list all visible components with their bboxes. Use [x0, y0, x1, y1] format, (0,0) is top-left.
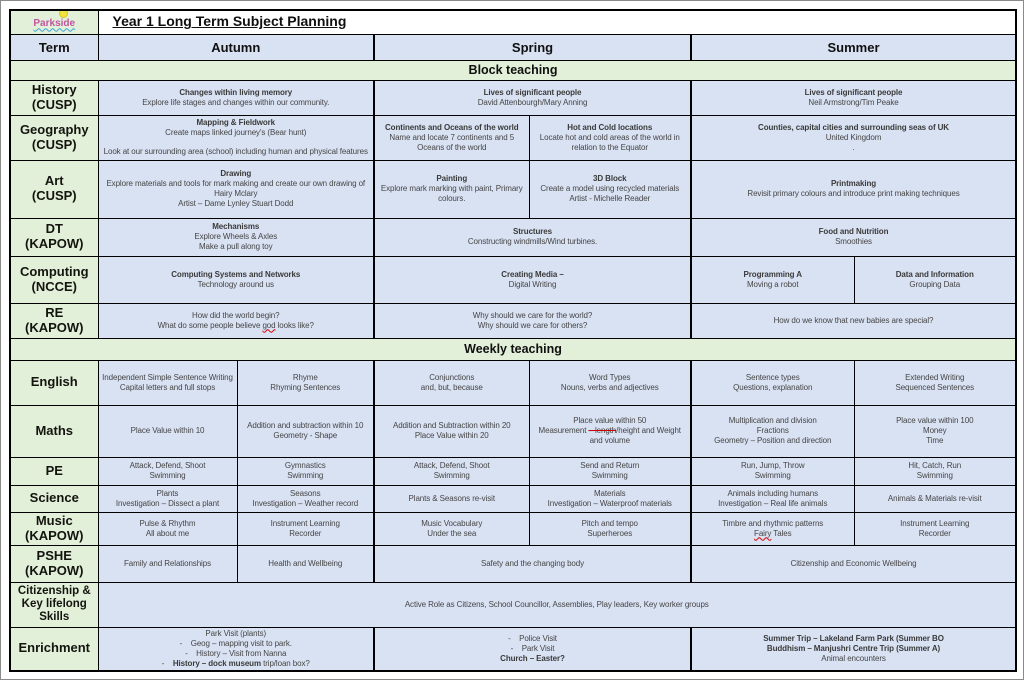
- cell-music-3: Music Vocabulary Under the sea: [374, 512, 529, 545]
- cell-english-6: Extended Writing Sequenced Sentences: [854, 360, 1016, 405]
- weekly-teaching-header-row: [10, 338, 1016, 360]
- cell-science-4: Materials Investigation – Waterproof materials: [529, 485, 691, 512]
- cell-science-1: Plants Investigation – Dissect a plant: [98, 485, 237, 512]
- planning-table: [9, 9, 1017, 672]
- cell-computing-summer-1: Programming A Moving a robot: [691, 256, 854, 303]
- row-label-english: English: [10, 360, 98, 405]
- cell-pe-2: Gymnastics Swimming: [237, 457, 374, 485]
- cell-maths-6: Place value within 100 Money Time: [854, 405, 1016, 457]
- cell-english-5: Sentence types Questions, explanation: [691, 360, 854, 405]
- cell-pe-3: Attack, Defend, Shoot Swimming: [374, 457, 529, 485]
- cell-science-6: Animals & Materials re-visit: [854, 485, 1016, 512]
- cell-geography-spring-2: Hot and Cold locations Locate hot and cold areas of the world in relation to the Equator: [529, 115, 691, 160]
- title-row: [10, 10, 1016, 34]
- cell-dt-spring: Structures Constructing windmills/Wind turbines.: [374, 218, 691, 256]
- term-label: Term: [10, 34, 98, 60]
- cell-citizenship-all-terms: Active Role as Citizens, School Councillor, Assemblies, Play leaders, Key worker groups: [98, 582, 1016, 627]
- cell-computing-spring: Creating Media – Digital Writing: [374, 256, 691, 303]
- row-maths: [10, 405, 1016, 457]
- cell-science-5: Animals including humans Investigation – Real life animals: [691, 485, 854, 512]
- cell-english-1: Independent Simple Sentence Writing Capital letters and full stops: [98, 360, 237, 405]
- row-label-music: Music (KAPOW): [10, 512, 98, 545]
- title-cell: [98, 10, 1016, 34]
- cell-history-spring: Lives of significant people David Attenbourgh/Mary Anning: [374, 80, 691, 115]
- cell-english-2: Rhyme Rhyming Sentences: [237, 360, 374, 405]
- row-label-enrichment: Enrichment: [10, 627, 98, 671]
- cell-enrichment-summer: Summer Trip – Lakeland Farm Park (Summer BO Buddhism – Manjushri Centre Trip (Summer A) Animal encounters: [691, 627, 1016, 671]
- cell-computing-autumn: Computing Systems and Networks Technology around us: [98, 256, 374, 303]
- cell-art-spring-1: Painting Explore mark marking with paint, Primary colours.: [374, 160, 529, 218]
- row-label-geography: Geography (CUSP): [10, 115, 98, 160]
- cell-pe-1: Attack, Defend, Shoot Swimming: [98, 457, 237, 485]
- page-title: Year 1 Long Term Subject Planning: [112, 13, 347, 30]
- row-pe: [10, 457, 1016, 485]
- term-summer: Summer: [691, 34, 1016, 60]
- cell-music-4: Pitch and tempo Superheroes: [529, 512, 691, 545]
- parkside-logo: Parkside: [33, 18, 76, 30]
- cell-enrichment-spring: - Police Visit - Park Visit Church – Easter?: [374, 627, 691, 671]
- cell-pshe-2: Health and Wellbeing: [237, 545, 374, 582]
- cell-geography-autumn: Mapping & Fieldwork Create maps linked journey's (Bear hunt) Look at our surrounding area (school) including human and physical features: [98, 115, 374, 160]
- cell-maths-1: Place Value within 10: [98, 405, 237, 457]
- row-label-science: Science: [10, 485, 98, 512]
- cell-geography-summer: Counties, capital cities and surrounding seas of UK United Kingdom .: [691, 115, 1016, 160]
- cell-music-1: Pulse & Rhythm All about me: [98, 512, 237, 545]
- row-dt: [10, 218, 1016, 256]
- row-computing: [10, 256, 1016, 303]
- cell-music-5: Timbre and rhythmic patterns Fairy Tales: [691, 512, 854, 545]
- cell-pshe-1: Family and Relationships: [98, 545, 237, 582]
- row-enrichment: [10, 627, 1016, 671]
- cell-art-autumn: Drawing Explore materials and tools for mark making and create our own drawing of Hairy Mclary Artist – Dame Lynley Stuart Dodd: [98, 160, 374, 218]
- cell-dt-summer: Food and Nutrition Smoothies: [691, 218, 1016, 256]
- term-header-row: [10, 34, 1016, 60]
- cell-pe-5: Run, Jump, Throw Swimming: [691, 457, 854, 485]
- row-label-computing: Computing (NCCE): [10, 256, 98, 303]
- cell-pe-4: Send and Return Swimming: [529, 457, 691, 485]
- cell-history-autumn: Changes within living memory Explore life stages and changes within our community.: [98, 80, 374, 115]
- cell-re-spring: Why should we care for the world? Why should we care for others?: [374, 303, 691, 338]
- section-weekly-teaching: Weekly teaching: [10, 338, 1016, 360]
- section-block-teaching: Block teaching: [10, 60, 1016, 80]
- row-music: [10, 512, 1016, 545]
- school-logo-cell: [10, 10, 98, 34]
- cell-re-summer: How do we know that new babies are special?: [691, 303, 1016, 338]
- cell-maths-4: Place value within 50 Measurement – length/height and Weight and volume: [529, 405, 691, 457]
- row-pshe: [10, 545, 1016, 582]
- cell-english-4: Word Types Nouns, verbs and adjectives: [529, 360, 691, 405]
- row-geography: [10, 115, 1016, 160]
- cell-maths-2: Addition and subtraction within 10 Geometry - Shape: [237, 405, 374, 457]
- cell-art-spring-2: 3D Block Create a model using recycled materials Artist - Michelle Reader: [529, 160, 691, 218]
- cell-music-6: Instrument Learning Recorder: [854, 512, 1016, 545]
- cell-computing-summer-2: Data and Information Grouping Data: [854, 256, 1016, 303]
- row-label-dt: DT (KAPOW): [10, 218, 98, 256]
- cell-pshe-spring: Safety and the changing body: [374, 545, 691, 582]
- cell-history-summer: Lives of significant people Neil Armstrong/Tim Peake: [691, 80, 1016, 115]
- row-label-re: RE (KAPOW): [10, 303, 98, 338]
- block-teaching-header-row: [10, 60, 1016, 80]
- row-label-pshe: PSHE (KAPOW): [10, 545, 98, 582]
- cell-geography-spring-1: Continents and Oceans of the world Name and locate 7 continents and 5 Oceans of the world: [374, 115, 529, 160]
- cell-music-2: Instrument Learning Recorder: [237, 512, 374, 545]
- row-art: [10, 160, 1016, 218]
- cell-science-2: Seasons Investigation – Weather record: [237, 485, 374, 512]
- cell-enrichment-autumn: Park Visit (plants) - Geog – mapping visit to park. - History – Visit from Nanna - History – dock museum trip/loan box?: [98, 627, 374, 671]
- row-citizenship: [10, 582, 1016, 627]
- row-history: [10, 80, 1016, 115]
- row-label-art: Art (CUSP): [10, 160, 98, 218]
- cell-pe-6: Hit, Catch, Run Swimming: [854, 457, 1016, 485]
- cell-art-summer: Printmaking Revisit primary colours and introduce print making techniques: [691, 160, 1016, 218]
- row-label-maths: Maths: [10, 405, 98, 457]
- cell-pshe-summer: Citizenship and Economic Wellbeing: [691, 545, 1016, 582]
- row-english: [10, 360, 1016, 405]
- cell-dt-autumn: Mechanisms Explore Wheels & Axles Make a pull along toy: [98, 218, 374, 256]
- cell-maths-3: Addition and Subtraction within 20 Place Value within 20: [374, 405, 529, 457]
- cell-re-autumn: How did the world begin? What do some people believe god looks like?: [98, 303, 374, 338]
- row-re: [10, 303, 1016, 338]
- row-label-history: History (CUSP): [10, 80, 98, 115]
- term-autumn: Autumn: [98, 34, 374, 60]
- row-science: [10, 485, 1016, 512]
- row-label-citizenship: Citizenship & Key lifelong Skills: [10, 582, 98, 627]
- term-spring: Spring: [374, 34, 691, 60]
- cell-science-3: Plants & Seasons re-visit: [374, 485, 529, 512]
- cell-maths-5: Multiplication and division Fractions Geometry – Position and direction: [691, 405, 854, 457]
- cell-english-3: Conjunctions and, but, because: [374, 360, 529, 405]
- row-label-pe: PE: [10, 457, 98, 485]
